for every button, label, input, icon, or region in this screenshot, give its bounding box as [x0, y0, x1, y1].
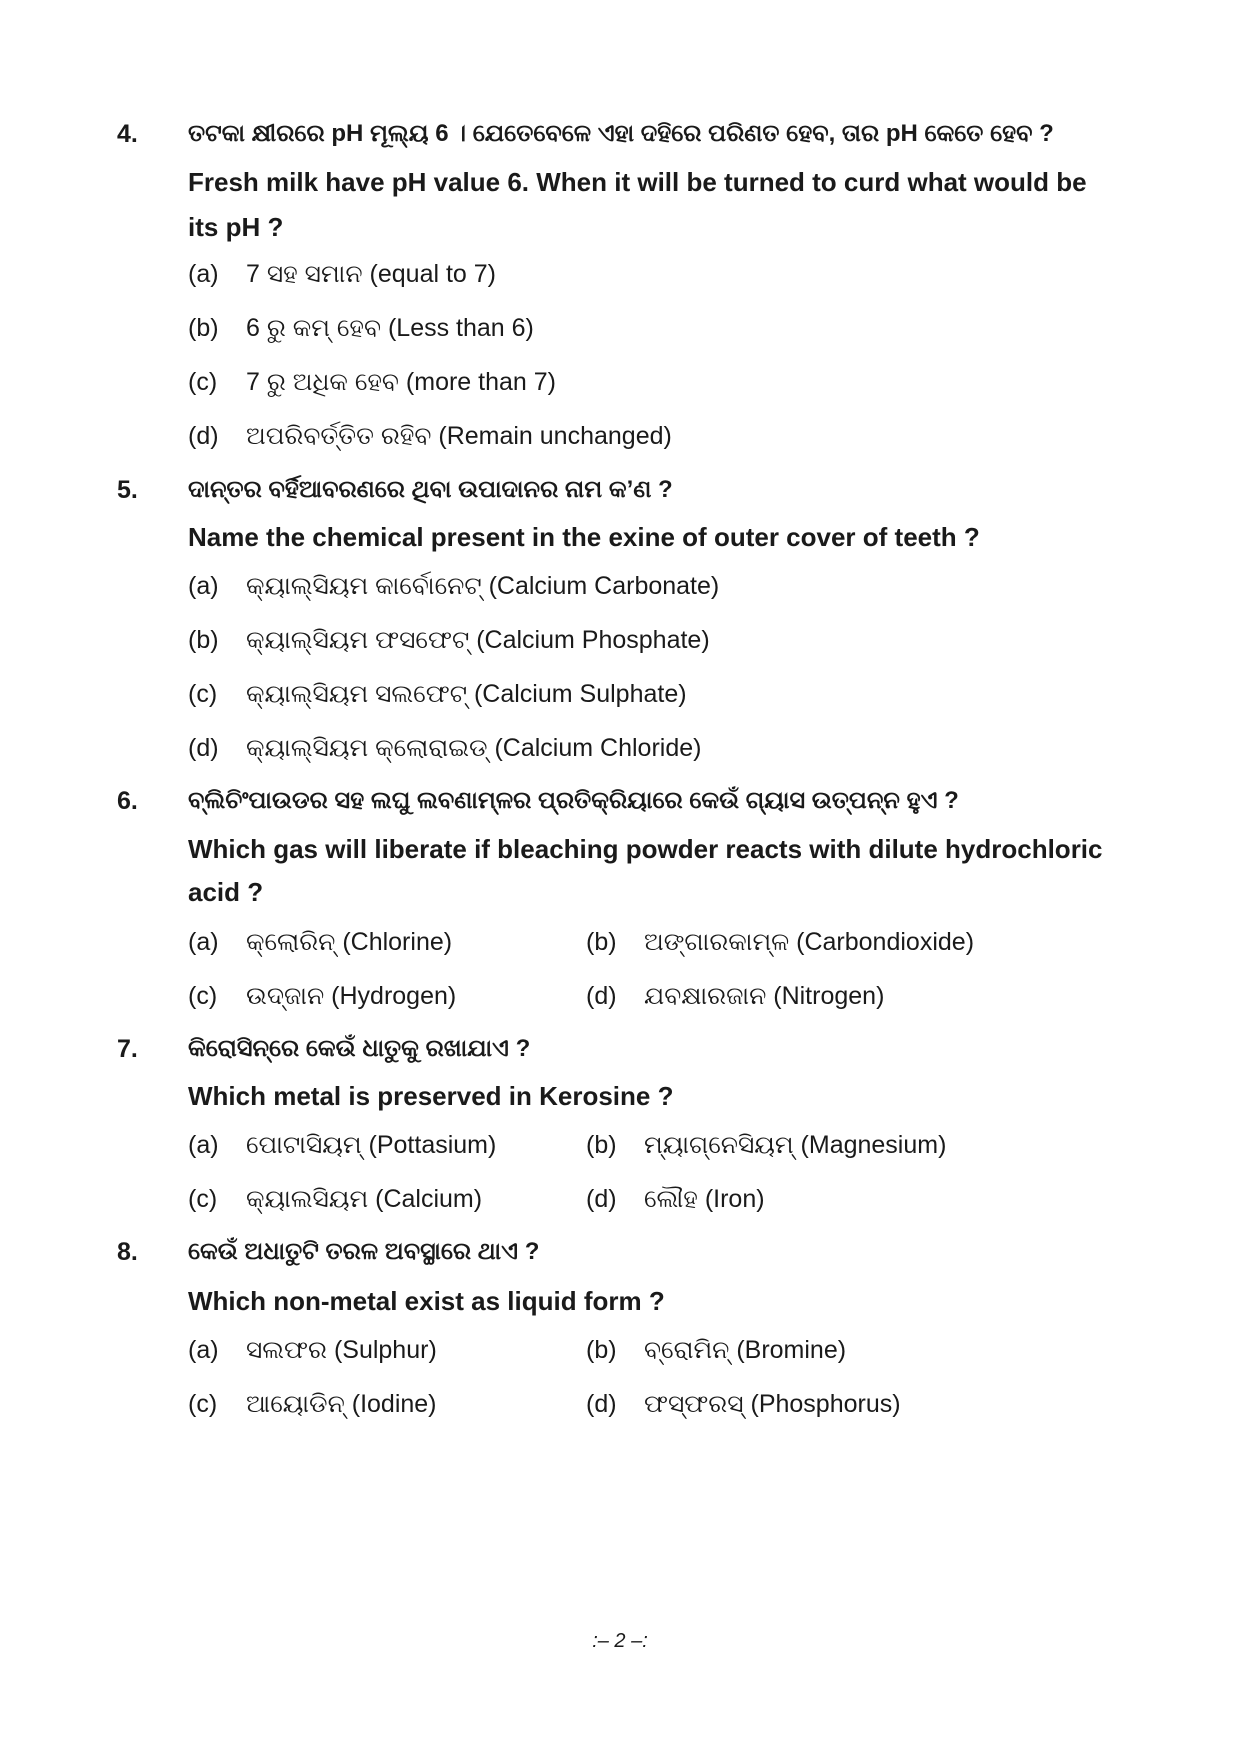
- question-text-english: Name the chemical present in the exine of outer cover of teeth ?: [188, 522, 980, 552]
- option-c[interactable]: [188, 982, 456, 1011]
- option-text: 7 ରୁ ଅଧିକ ହେବ (more than 7): [246, 368, 556, 396]
- option-label: (b): [188, 626, 219, 654]
- option-d[interactable]: [188, 422, 672, 451]
- option-label: (c): [188, 982, 218, 1010]
- option-text: ଫସ୍‌ଫରସ୍ (Phosphorus): [644, 1390, 901, 1418]
- option-text: ଲୌହ (Iron): [644, 1185, 765, 1213]
- question-text-odia: କିରୋସିନ୍‌ରେ କେଉଁ ଧାତୁକୁ ରଖାଯାଏ ?: [188, 1035, 531, 1062]
- option-label: (b): [586, 928, 617, 956]
- option-d[interactable]: [586, 1185, 765, 1214]
- question-number: 8.: [117, 1238, 138, 1266]
- option-label: (d): [586, 1390, 617, 1418]
- option-label: (a): [188, 260, 219, 288]
- option-d[interactable]: [586, 1390, 901, 1419]
- option-b[interactable]: [586, 1336, 846, 1365]
- option-label: (b): [586, 1131, 617, 1159]
- option-label: (b): [188, 314, 219, 342]
- option-label: (c): [188, 1185, 218, 1213]
- option-text: ଅପରିବର୍ତ୍ତିତ ରହିବ (Remain unchanged): [246, 422, 672, 450]
- option-label: (b): [586, 1336, 617, 1364]
- option-c[interactable]: [188, 680, 687, 709]
- option-c[interactable]: [188, 368, 556, 397]
- question-number: 5.: [117, 476, 138, 504]
- question-text-english: Which non-metal exist as liquid form ?: [188, 1286, 665, 1316]
- question-number: 7.: [117, 1035, 138, 1063]
- option-text: କ୍ୟାଲ୍‌ସିୟମ ସଲଫେଟ୍ (Calcium Sulphate): [246, 680, 687, 708]
- option-a[interactable]: [188, 928, 452, 957]
- question-text-english-cont: acid ?: [188, 877, 264, 907]
- option-c[interactable]: [188, 1185, 482, 1214]
- page-number: :– 2 –:: [592, 1630, 648, 1652]
- option-text: 7 ସହ ସମାନ (equal to 7): [246, 260, 497, 288]
- option-text: ଉଦ୍‌ଜାନ (Hydrogen): [246, 982, 457, 1010]
- option-label: (d): [586, 982, 617, 1010]
- question-text-odia: କେଉଁ ଅଧାତୁଟି ତରଳ ଅବସ୍ଥାରେ ଥାଏ ?: [188, 1238, 540, 1265]
- question-text-odia: ତଟକା କ୍ଷୀରରେ pH ମୂଲ୍ୟ 6 । ଯେତେବେଳେ ଏହା ଦହିରେ ପରିଣତ ହେବ, ତାର pH କେତେ ହେବ ?: [188, 120, 1054, 147]
- question-number: 6.: [117, 787, 138, 815]
- option-label: (a): [188, 1131, 219, 1159]
- question-text-english-cont: its pH ?: [188, 212, 284, 242]
- question-text-english: Fresh milk have pH value 6. When it will be turned to curd what would be: [188, 167, 1087, 197]
- question-text-english: Which gas will liberate if bleaching powder reacts with dilute hydrochloric: [188, 834, 1103, 864]
- option-text: କ୍ୟାଲସିୟମ (Calcium): [246, 1185, 483, 1213]
- option-b[interactable]: [586, 1131, 946, 1160]
- option-label: (c): [188, 368, 218, 396]
- option-d[interactable]: [586, 982, 884, 1011]
- option-b[interactable]: [188, 314, 534, 343]
- option-d[interactable]: [188, 734, 701, 763]
- option-label: (c): [188, 1390, 218, 1418]
- option-a[interactable]: [188, 1336, 437, 1365]
- option-label: (a): [188, 572, 219, 600]
- option-text: ଅଙ୍ଗାରକାମ୍ଳ (Carbondioxide): [644, 928, 975, 956]
- question-text-odia: ଦାନ୍ତର ବର୍ହିଆବରଣରେ ଥିବା ଉପାଦାନର ନାମ କ’ଣ ?: [188, 476, 673, 503]
- question-text-odia: ବ୍ଲିଚିଂପାଉଡର ସହ ଲଘୁ ଲବଣାମ୍ଳର ପ୍ରତିକ୍ରିୟାରେ କେଉଁ ଗ୍ୟାସ ଉତ୍ପନ୍ନ ହୁଏ ?: [188, 787, 959, 814]
- option-text: ଯବକ୍ଷାରଜାନ (Nitrogen): [644, 982, 885, 1010]
- option-b[interactable]: [586, 928, 974, 957]
- option-a[interactable]: [188, 1131, 496, 1160]
- option-text: ପୋଟାସିୟମ୍ (Pottasium): [246, 1131, 497, 1159]
- option-text: ମ୍ୟାଗ୍ନେସିୟମ୍ (Magnesium): [644, 1131, 947, 1159]
- option-a[interactable]: [188, 572, 719, 601]
- option-text: ଆୟୋଡିନ୍ (Iodine): [246, 1390, 437, 1418]
- option-b[interactable]: [188, 626, 710, 655]
- option-label: (d): [586, 1185, 617, 1213]
- option-label: (d): [188, 734, 219, 762]
- option-label: (a): [188, 928, 219, 956]
- option-text: କ୍ୟାଲ୍‌ସିୟମ ଫସଫେଟ୍ (Calcium Phosphate): [246, 626, 710, 654]
- option-text: କ୍ଲୋରିନ୍ (Chlorine): [246, 928, 453, 956]
- option-text: ସଲଫର (Sulphur): [246, 1336, 437, 1364]
- option-text: କ୍ୟାଲ୍‌ସିୟମ କ୍ଲୋରାଇଡ୍ (Calcium Chloride): [246, 734, 702, 762]
- option-c[interactable]: [188, 1390, 437, 1419]
- option-text: କ୍ୟାଲ୍‌ସିୟମ କାର୍ବୋନେଟ୍ (Calcium Carbonate): [246, 572, 720, 600]
- question-text-english: Which metal is preserved in Kerosine ?: [188, 1081, 674, 1111]
- question-number: 4.: [117, 120, 138, 148]
- option-text: ବ୍ରୋମିନ୍ (Bromine): [644, 1336, 847, 1364]
- option-label: (a): [188, 1336, 219, 1364]
- option-text: 6 ରୁ କମ୍ ହେବ (Less than 6): [246, 314, 534, 342]
- option-label: (d): [188, 422, 219, 450]
- option-label: (c): [188, 680, 218, 708]
- option-a[interactable]: [188, 260, 496, 289]
